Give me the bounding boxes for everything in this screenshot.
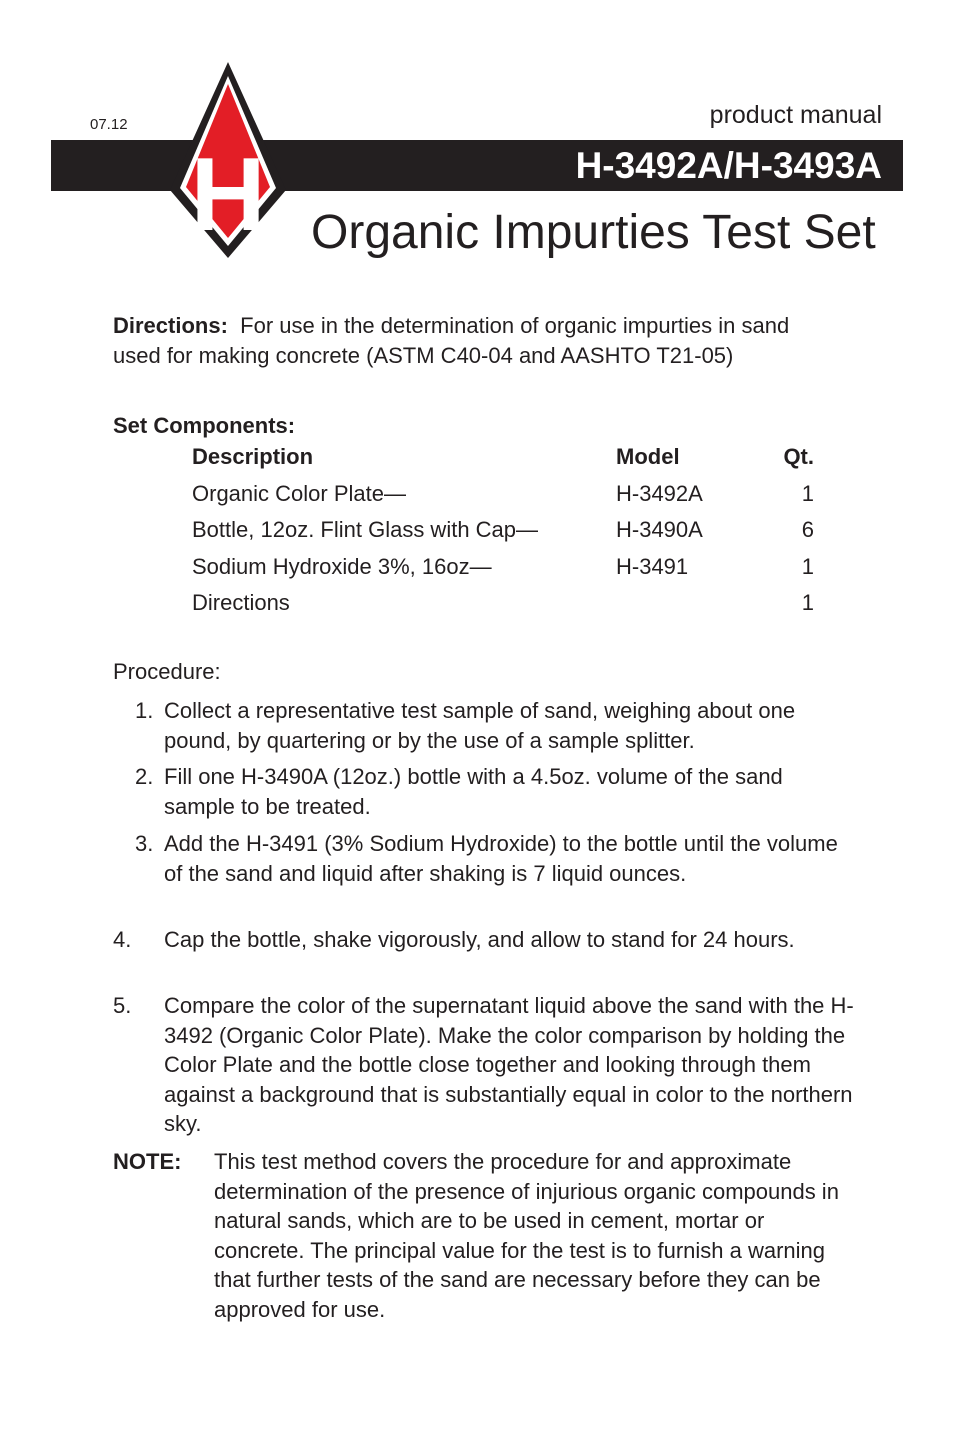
step-number: 2. (135, 764, 154, 789)
product-manual-label: product manual (709, 101, 882, 129)
step-text: Collect a representative test sample of sand, weighing about one pound, by quartering or by the use of a sample splitter. (164, 698, 796, 753)
cell-model (616, 585, 776, 622)
column-header-model: Model (616, 444, 680, 470)
column-header-description: Description (192, 444, 314, 470)
brand-logo (160, 60, 290, 260)
step-text: Cap the bottle, shake vigorously, and allow to stand for 24 hours. (164, 927, 795, 952)
step-text: Add the H-3491 (3% Sodium Hydroxide) to the bottle until the volume of the sand and liquid after shaking is 7 liquid ounces. (164, 831, 838, 886)
model-numbers: H-3492A/H-3493A (575, 145, 882, 186)
cell-model: H-3491 (616, 553, 689, 579)
directions-label: Directions: (113, 313, 228, 338)
cell-description: Bottle, 12oz. Flint Glass with Cap— (192, 517, 539, 543)
logo-letter: H (190, 137, 266, 253)
directions-paragraph (113, 311, 813, 370)
cell-description: Organic Color Plate— (192, 480, 406, 506)
cell-qty: 1 (801, 480, 814, 506)
table-row (192, 512, 814, 549)
table-row (192, 476, 814, 513)
set-components-heading: Set Components: (113, 413, 296, 438)
procedure-heading: Procedure: (113, 659, 221, 684)
cell-model: H-3490A (616, 517, 703, 543)
cell-qty: 1 (801, 553, 814, 579)
table-row (192, 585, 814, 622)
step-number: 1. (135, 698, 154, 723)
date-code: 07.12 (90, 116, 128, 133)
table-row (192, 549, 814, 586)
step-number: 4. (113, 927, 132, 952)
cell-qty: 6 (801, 517, 814, 543)
directions-text: For use in the determination of organic impurties in sand used for making concrete (ASTM C40-04 and AASHTO T21-05) (113, 313, 790, 368)
page-title: Organic Impurties Test Set (311, 206, 876, 259)
table-header-row (192, 439, 814, 476)
cell-qty: 1 (801, 590, 814, 616)
column-header-qty: Qt. (783, 444, 814, 470)
note-text: This test method covers the procedure for and approximate determination of the presence of injurious organic compounds in natural sands, which are to be used in cement, mortar or concrete. The principal value for the test is to furnish a warning that further tests of the sand are necessary before they can be approved for use. (214, 1149, 839, 1322)
step-number: 5. (113, 993, 132, 1018)
cell-description: Directions (192, 590, 290, 616)
cell-model: H-3492A (616, 480, 703, 506)
step-number: 3. (135, 831, 154, 856)
note-label: NOTE: (113, 1149, 182, 1174)
step-text: Fill one H-3490A (12oz.) bottle with a 4.5oz. volume of the sand sample to be treated. (164, 764, 783, 819)
components-table (192, 439, 814, 622)
cell-description: Sodium Hydroxide 3%, 16oz— (192, 553, 492, 579)
step-text: Compare the color of the supernatant liquid above the sand with the H-3492 (Organic Color Plate). Make the color comparison by holding the Color Plate and the bottle close together and looking through them against a background that is substantially equal in color to the northern sky. (164, 993, 854, 1136)
